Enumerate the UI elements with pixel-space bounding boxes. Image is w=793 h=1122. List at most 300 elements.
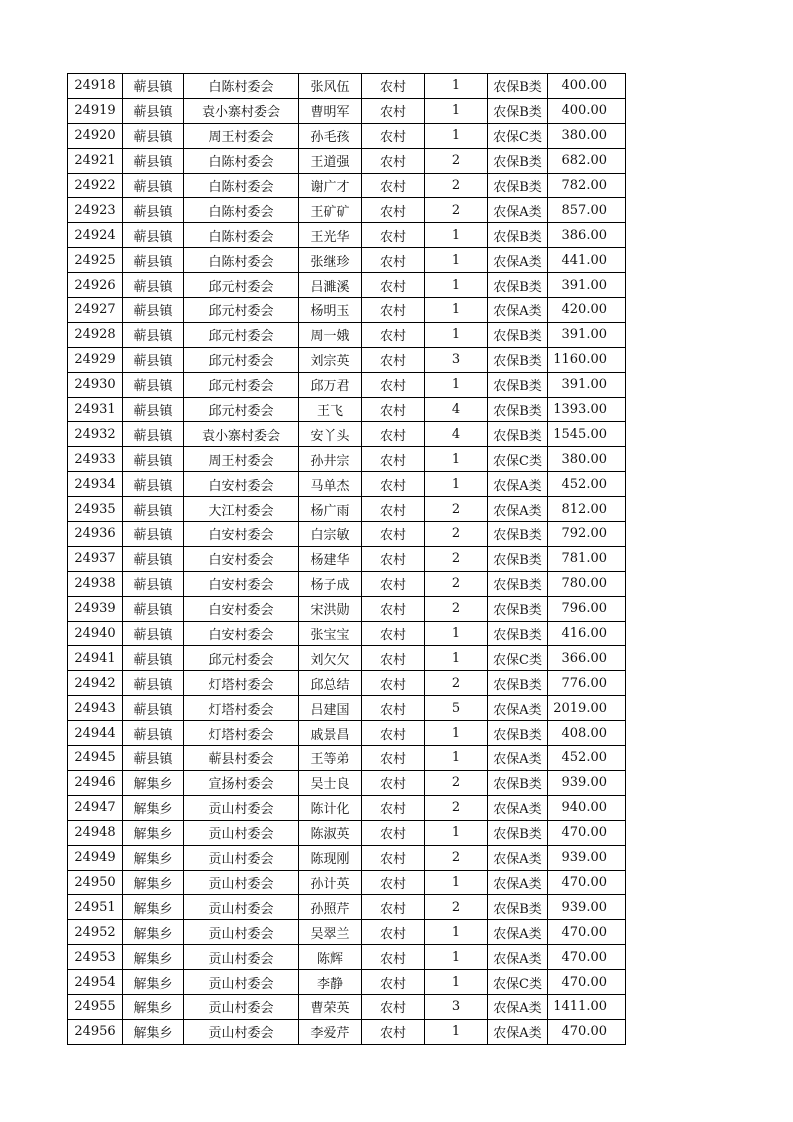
name-cell: 杨明玉 — [299, 298, 362, 323]
area-type-cell: 农村 — [362, 970, 425, 995]
town-cell: 解集乡 — [123, 795, 184, 820]
town-cell: 蕲县镇 — [123, 173, 184, 198]
household-count-cell: 2 — [425, 795, 488, 820]
amount-cell: 470.00 — [548, 1019, 626, 1044]
amount-cell: 939.00 — [548, 845, 626, 870]
record-id-cell: 24941 — [68, 646, 123, 671]
household-count-cell: 2 — [425, 845, 488, 870]
area-type-cell: 农村 — [362, 148, 425, 173]
record-id-cell: 24939 — [68, 596, 123, 621]
household-count-cell: 1 — [425, 945, 488, 970]
village-committee-cell: 白安村委会 — [184, 621, 299, 646]
table-row — [68, 820, 626, 845]
insurance-category-cell: 农保A类 — [488, 198, 548, 223]
household-count-cell: 2 — [425, 546, 488, 571]
amount-cell: 470.00 — [548, 820, 626, 845]
amount-cell: 939.00 — [548, 770, 626, 795]
area-type-cell: 农村 — [362, 1019, 425, 1044]
village-committee-cell: 白安村委会 — [184, 596, 299, 621]
household-count-cell: 1 — [425, 123, 488, 148]
amount-cell: 1160.00 — [548, 347, 626, 372]
town-cell: 解集乡 — [123, 945, 184, 970]
name-cell: 陈现刚 — [299, 845, 362, 870]
record-id-cell: 24950 — [68, 870, 123, 895]
area-type-cell: 农村 — [362, 820, 425, 845]
name-cell: 孙计英 — [299, 870, 362, 895]
table-row — [68, 596, 626, 621]
household-count-cell: 4 — [425, 397, 488, 422]
area-type-cell: 农村 — [362, 447, 425, 472]
insurance-category-cell: 农保A类 — [488, 920, 548, 945]
household-count-cell: 2 — [425, 671, 488, 696]
name-cell: 孙井宗 — [299, 447, 362, 472]
amount-cell: 470.00 — [548, 970, 626, 995]
record-id-cell: 24925 — [68, 248, 123, 273]
record-id-cell: 24938 — [68, 571, 123, 596]
area-type-cell: 农村 — [362, 546, 425, 571]
insurance-category-cell: 农保C类 — [488, 123, 548, 148]
insurance-category-cell: 农保B类 — [488, 74, 548, 99]
name-cell: 曹荣英 — [299, 994, 362, 1019]
table-row — [68, 248, 626, 273]
insurance-category-cell: 农保B类 — [488, 347, 548, 372]
household-count-cell: 4 — [425, 422, 488, 447]
household-count-cell: 1 — [425, 223, 488, 248]
name-cell: 王等弟 — [299, 746, 362, 771]
village-committee-cell: 灯塔村委会 — [184, 696, 299, 721]
amount-cell: 416.00 — [548, 621, 626, 646]
area-type-cell: 农村 — [362, 945, 425, 970]
amount-cell: 1545.00 — [548, 422, 626, 447]
village-committee-cell: 邱元村委会 — [184, 273, 299, 298]
table-row — [68, 945, 626, 970]
table-row — [68, 472, 626, 497]
table-row — [68, 845, 626, 870]
name-cell: 杨子成 — [299, 571, 362, 596]
town-cell: 解集乡 — [123, 845, 184, 870]
table-row — [68, 148, 626, 173]
record-id-cell: 24944 — [68, 721, 123, 746]
area-type-cell: 农村 — [362, 671, 425, 696]
table-row — [68, 795, 626, 820]
name-cell: 陈计化 — [299, 795, 362, 820]
name-cell: 王道强 — [299, 148, 362, 173]
insurance-category-cell: 农保B类 — [488, 522, 548, 547]
village-committee-cell: 宣扬村委会 — [184, 770, 299, 795]
household-count-cell: 1 — [425, 472, 488, 497]
area-type-cell: 农村 — [362, 173, 425, 198]
insurance-category-cell: 农保B类 — [488, 223, 548, 248]
household-count-cell: 1 — [425, 621, 488, 646]
town-cell: 蕲县镇 — [123, 422, 184, 447]
insurance-category-cell: 农保A类 — [488, 845, 548, 870]
record-id-cell: 24952 — [68, 920, 123, 945]
amount-cell: 470.00 — [548, 920, 626, 945]
name-cell: 吕濉溪 — [299, 273, 362, 298]
name-cell: 戚景昌 — [299, 721, 362, 746]
amount-cell: 400.00 — [548, 74, 626, 99]
village-committee-cell: 白陈村委会 — [184, 173, 299, 198]
name-cell: 杨广雨 — [299, 497, 362, 522]
area-type-cell: 农村 — [362, 198, 425, 223]
town-cell: 蕲县镇 — [123, 273, 184, 298]
name-cell: 吴翠兰 — [299, 920, 362, 945]
insurance-category-cell: 农保A类 — [488, 945, 548, 970]
table-row — [68, 994, 626, 1019]
amount-cell: 780.00 — [548, 571, 626, 596]
area-type-cell: 农村 — [362, 298, 425, 323]
village-committee-cell: 白陈村委会 — [184, 148, 299, 173]
amount-cell: 380.00 — [548, 123, 626, 148]
name-cell: 安丫头 — [299, 422, 362, 447]
village-committee-cell: 白陈村委会 — [184, 223, 299, 248]
record-id-cell: 24928 — [68, 322, 123, 347]
household-count-cell: 2 — [425, 596, 488, 621]
insurance-category-cell: 农保B类 — [488, 571, 548, 596]
town-cell: 蕲县镇 — [123, 198, 184, 223]
household-count-cell: 1 — [425, 98, 488, 123]
name-cell: 王飞 — [299, 397, 362, 422]
insurance-category-cell: 农保B类 — [488, 770, 548, 795]
household-count-cell: 2 — [425, 770, 488, 795]
village-committee-cell: 贡山村委会 — [184, 920, 299, 945]
record-id-cell: 24946 — [68, 770, 123, 795]
household-count-cell: 1 — [425, 273, 488, 298]
amount-cell: 400.00 — [548, 98, 626, 123]
amount-cell: 812.00 — [548, 497, 626, 522]
table-row — [68, 746, 626, 771]
amount-cell: 441.00 — [548, 248, 626, 273]
name-cell: 邱总结 — [299, 671, 362, 696]
record-id-cell: 24918 — [68, 74, 123, 99]
record-id-cell: 24931 — [68, 397, 123, 422]
insurance-category-cell: 农保B类 — [488, 721, 548, 746]
household-count-cell: 1 — [425, 870, 488, 895]
table-row — [68, 621, 626, 646]
village-committee-cell: 邱元村委会 — [184, 322, 299, 347]
amount-cell: 470.00 — [548, 870, 626, 895]
name-cell: 宋洪勋 — [299, 596, 362, 621]
record-id-cell: 24953 — [68, 945, 123, 970]
village-committee-cell: 白陈村委会 — [184, 198, 299, 223]
name-cell: 王光华 — [299, 223, 362, 248]
amount-cell: 2019.00 — [548, 696, 626, 721]
table-row — [68, 646, 626, 671]
household-count-cell: 1 — [425, 322, 488, 347]
table-row — [68, 522, 626, 547]
record-id-cell: 24919 — [68, 98, 123, 123]
village-committee-cell: 贡山村委会 — [184, 820, 299, 845]
area-type-cell: 农村 — [362, 372, 425, 397]
town-cell: 蕲县镇 — [123, 322, 184, 347]
insurance-category-cell: 农保B类 — [488, 148, 548, 173]
household-count-cell: 1 — [425, 721, 488, 746]
town-cell: 解集乡 — [123, 820, 184, 845]
insurance-category-cell: 农保A类 — [488, 298, 548, 323]
village-committee-cell: 灯塔村委会 — [184, 671, 299, 696]
household-count-cell: 2 — [425, 148, 488, 173]
insurance-category-cell: 农保B类 — [488, 895, 548, 920]
record-id-cell: 24949 — [68, 845, 123, 870]
household-count-cell: 2 — [425, 173, 488, 198]
amount-cell: 940.00 — [548, 795, 626, 820]
insurance-category-cell: 农保C类 — [488, 646, 548, 671]
area-type-cell: 农村 — [362, 895, 425, 920]
table-row — [68, 74, 626, 99]
village-committee-cell: 白安村委会 — [184, 472, 299, 497]
amount-cell: 391.00 — [548, 372, 626, 397]
table-row — [68, 770, 626, 795]
insurance-category-cell: 农保B类 — [488, 671, 548, 696]
name-cell: 吕建国 — [299, 696, 362, 721]
household-count-cell: 1 — [425, 920, 488, 945]
village-committee-cell: 贡山村委会 — [184, 970, 299, 995]
table-row — [68, 546, 626, 571]
table-row — [68, 223, 626, 248]
record-id-cell: 24930 — [68, 372, 123, 397]
name-cell: 周一娥 — [299, 322, 362, 347]
village-committee-cell: 周王村委会 — [184, 123, 299, 148]
amount-cell: 939.00 — [548, 895, 626, 920]
town-cell: 蕲县镇 — [123, 571, 184, 596]
amount-cell: 796.00 — [548, 596, 626, 621]
area-type-cell: 农村 — [362, 472, 425, 497]
town-cell: 蕲县镇 — [123, 98, 184, 123]
record-id-cell: 24956 — [68, 1019, 123, 1044]
town-cell: 蕲县镇 — [123, 472, 184, 497]
name-cell: 谢广才 — [299, 173, 362, 198]
insurance-category-cell: 农保B类 — [488, 596, 548, 621]
record-id-cell: 24937 — [68, 546, 123, 571]
amount-cell: 1393.00 — [548, 397, 626, 422]
area-type-cell: 农村 — [362, 770, 425, 795]
town-cell: 蕲县镇 — [123, 671, 184, 696]
record-id-cell: 24926 — [68, 273, 123, 298]
record-id-cell: 24923 — [68, 198, 123, 223]
town-cell: 解集乡 — [123, 895, 184, 920]
town-cell: 蕲县镇 — [123, 522, 184, 547]
village-committee-cell: 贡山村委会 — [184, 994, 299, 1019]
name-cell: 杨建华 — [299, 546, 362, 571]
record-id-cell: 24936 — [68, 522, 123, 547]
household-count-cell: 1 — [425, 372, 488, 397]
amount-cell: 470.00 — [548, 945, 626, 970]
area-type-cell: 农村 — [362, 273, 425, 298]
area-type-cell: 农村 — [362, 397, 425, 422]
insurance-category-cell: 农保B类 — [488, 621, 548, 646]
record-id-cell: 24954 — [68, 970, 123, 995]
area-type-cell: 农村 — [362, 621, 425, 646]
village-committee-cell: 大江村委会 — [184, 497, 299, 522]
village-committee-cell: 贡山村委会 — [184, 1019, 299, 1044]
town-cell: 解集乡 — [123, 1019, 184, 1044]
insurance-category-cell: 农保B类 — [488, 322, 548, 347]
table-row — [68, 372, 626, 397]
record-id-cell: 24920 — [68, 123, 123, 148]
town-cell: 蕲县镇 — [123, 746, 184, 771]
household-count-cell: 1 — [425, 1019, 488, 1044]
area-type-cell: 农村 — [362, 223, 425, 248]
area-type-cell: 农村 — [362, 994, 425, 1019]
record-id-cell: 24947 — [68, 795, 123, 820]
record-id-cell: 24933 — [68, 447, 123, 472]
village-committee-cell: 袁小寨村委会 — [184, 98, 299, 123]
household-count-cell: 2 — [425, 895, 488, 920]
insurance-category-cell: 农保A类 — [488, 994, 548, 1019]
record-id-cell: 24943 — [68, 696, 123, 721]
table-row — [68, 920, 626, 945]
table-row — [68, 497, 626, 522]
record-id-cell: 24934 — [68, 472, 123, 497]
name-cell: 张风伍 — [299, 74, 362, 99]
area-type-cell: 农村 — [362, 322, 425, 347]
insurance-category-cell: 农保B类 — [488, 397, 548, 422]
amount-cell: 452.00 — [548, 472, 626, 497]
insurance-category-cell: 农保A类 — [488, 696, 548, 721]
amount-cell: 1411.00 — [548, 994, 626, 1019]
household-count-cell: 1 — [425, 646, 488, 671]
name-cell: 张宝宝 — [299, 621, 362, 646]
amount-cell: 408.00 — [548, 721, 626, 746]
table-row — [68, 970, 626, 995]
record-id-cell: 24921 — [68, 148, 123, 173]
town-cell: 蕲县镇 — [123, 123, 184, 148]
insurance-category-cell: 农保B类 — [488, 173, 548, 198]
amount-cell: 776.00 — [548, 671, 626, 696]
amount-cell: 782.00 — [548, 173, 626, 198]
insurance-category-cell: 农保A类 — [488, 746, 548, 771]
town-cell: 蕲县镇 — [123, 497, 184, 522]
table-row — [68, 397, 626, 422]
village-committee-cell: 贡山村委会 — [184, 895, 299, 920]
table-row — [68, 870, 626, 895]
village-committee-cell: 白安村委会 — [184, 546, 299, 571]
town-cell: 蕲县镇 — [123, 248, 184, 273]
village-committee-cell: 邱元村委会 — [184, 298, 299, 323]
records-table-body — [68, 74, 626, 1045]
area-type-cell: 农村 — [362, 74, 425, 99]
amount-cell: 380.00 — [548, 447, 626, 472]
household-count-cell: 1 — [425, 746, 488, 771]
insurance-category-cell: 农保C类 — [488, 970, 548, 995]
village-committee-cell: 邱元村委会 — [184, 646, 299, 671]
name-cell: 吴士良 — [299, 770, 362, 795]
table-row — [68, 447, 626, 472]
record-id-cell: 24932 — [68, 422, 123, 447]
table-row — [68, 422, 626, 447]
town-cell: 蕲县镇 — [123, 148, 184, 173]
record-id-cell: 24929 — [68, 347, 123, 372]
insurance-category-cell: 农保A类 — [488, 248, 548, 273]
insurance-category-cell: 农保B类 — [488, 372, 548, 397]
amount-cell: 366.00 — [548, 646, 626, 671]
village-committee-cell: 灯塔村委会 — [184, 721, 299, 746]
record-id-cell: 24951 — [68, 895, 123, 920]
name-cell: 邱万君 — [299, 372, 362, 397]
table-row — [68, 173, 626, 198]
table-row — [68, 198, 626, 223]
area-type-cell: 农村 — [362, 497, 425, 522]
village-committee-cell: 白安村委会 — [184, 522, 299, 547]
area-type-cell: 农村 — [362, 795, 425, 820]
town-cell: 解集乡 — [123, 920, 184, 945]
table-row — [68, 671, 626, 696]
village-committee-cell: 贡山村委会 — [184, 845, 299, 870]
table-row — [68, 347, 626, 372]
household-count-cell: 1 — [425, 970, 488, 995]
village-committee-cell: 白陈村委会 — [184, 74, 299, 99]
household-count-cell: 1 — [425, 820, 488, 845]
record-id-cell: 24955 — [68, 994, 123, 1019]
insurance-category-cell: 农保A类 — [488, 870, 548, 895]
village-committee-cell: 贡山村委会 — [184, 870, 299, 895]
area-type-cell: 农村 — [362, 721, 425, 746]
insurance-category-cell: 农保A类 — [488, 472, 548, 497]
household-count-cell: 2 — [425, 198, 488, 223]
name-cell: 孙毛孩 — [299, 123, 362, 148]
town-cell: 蕲县镇 — [123, 546, 184, 571]
household-count-cell: 5 — [425, 696, 488, 721]
area-type-cell: 农村 — [362, 571, 425, 596]
area-type-cell: 农村 — [362, 347, 425, 372]
name-cell: 刘宗英 — [299, 347, 362, 372]
insurance-category-cell: 农保A类 — [488, 795, 548, 820]
record-id-cell: 24935 — [68, 497, 123, 522]
name-cell: 马单杰 — [299, 472, 362, 497]
household-count-cell: 2 — [425, 571, 488, 596]
area-type-cell: 农村 — [362, 123, 425, 148]
household-count-cell: 1 — [425, 447, 488, 472]
insurance-category-cell: 农保B类 — [488, 98, 548, 123]
record-id-cell: 24927 — [68, 298, 123, 323]
town-cell: 解集乡 — [123, 770, 184, 795]
record-id-cell: 24942 — [68, 671, 123, 696]
town-cell: 蕲县镇 — [123, 298, 184, 323]
village-committee-cell: 贡山村委会 — [184, 945, 299, 970]
name-cell: 白宗敏 — [299, 522, 362, 547]
household-count-cell: 1 — [425, 74, 488, 99]
table-row — [68, 123, 626, 148]
insurance-category-cell: 农保A类 — [488, 497, 548, 522]
area-type-cell: 农村 — [362, 746, 425, 771]
town-cell: 蕲县镇 — [123, 646, 184, 671]
insurance-category-cell: 农保B类 — [488, 273, 548, 298]
area-type-cell: 农村 — [362, 522, 425, 547]
name-cell: 陈淑英 — [299, 820, 362, 845]
record-id-cell: 24945 — [68, 746, 123, 771]
name-cell: 陈辉 — [299, 945, 362, 970]
village-committee-cell: 周王村委会 — [184, 447, 299, 472]
amount-cell: 386.00 — [548, 223, 626, 248]
household-count-cell: 3 — [425, 347, 488, 372]
village-committee-cell: 白陈村委会 — [184, 248, 299, 273]
amount-cell: 452.00 — [548, 746, 626, 771]
town-cell: 蕲县镇 — [123, 721, 184, 746]
amount-cell: 391.00 — [548, 273, 626, 298]
household-count-cell: 3 — [425, 994, 488, 1019]
amount-cell: 420.00 — [548, 298, 626, 323]
town-cell: 蕲县镇 — [123, 596, 184, 621]
table-row — [68, 273, 626, 298]
record-id-cell: 24948 — [68, 820, 123, 845]
area-type-cell: 农村 — [362, 845, 425, 870]
table-row — [68, 571, 626, 596]
area-type-cell: 农村 — [362, 646, 425, 671]
area-type-cell: 农村 — [362, 870, 425, 895]
table-row — [68, 696, 626, 721]
town-cell: 蕲县镇 — [123, 447, 184, 472]
name-cell: 孙照芹 — [299, 895, 362, 920]
